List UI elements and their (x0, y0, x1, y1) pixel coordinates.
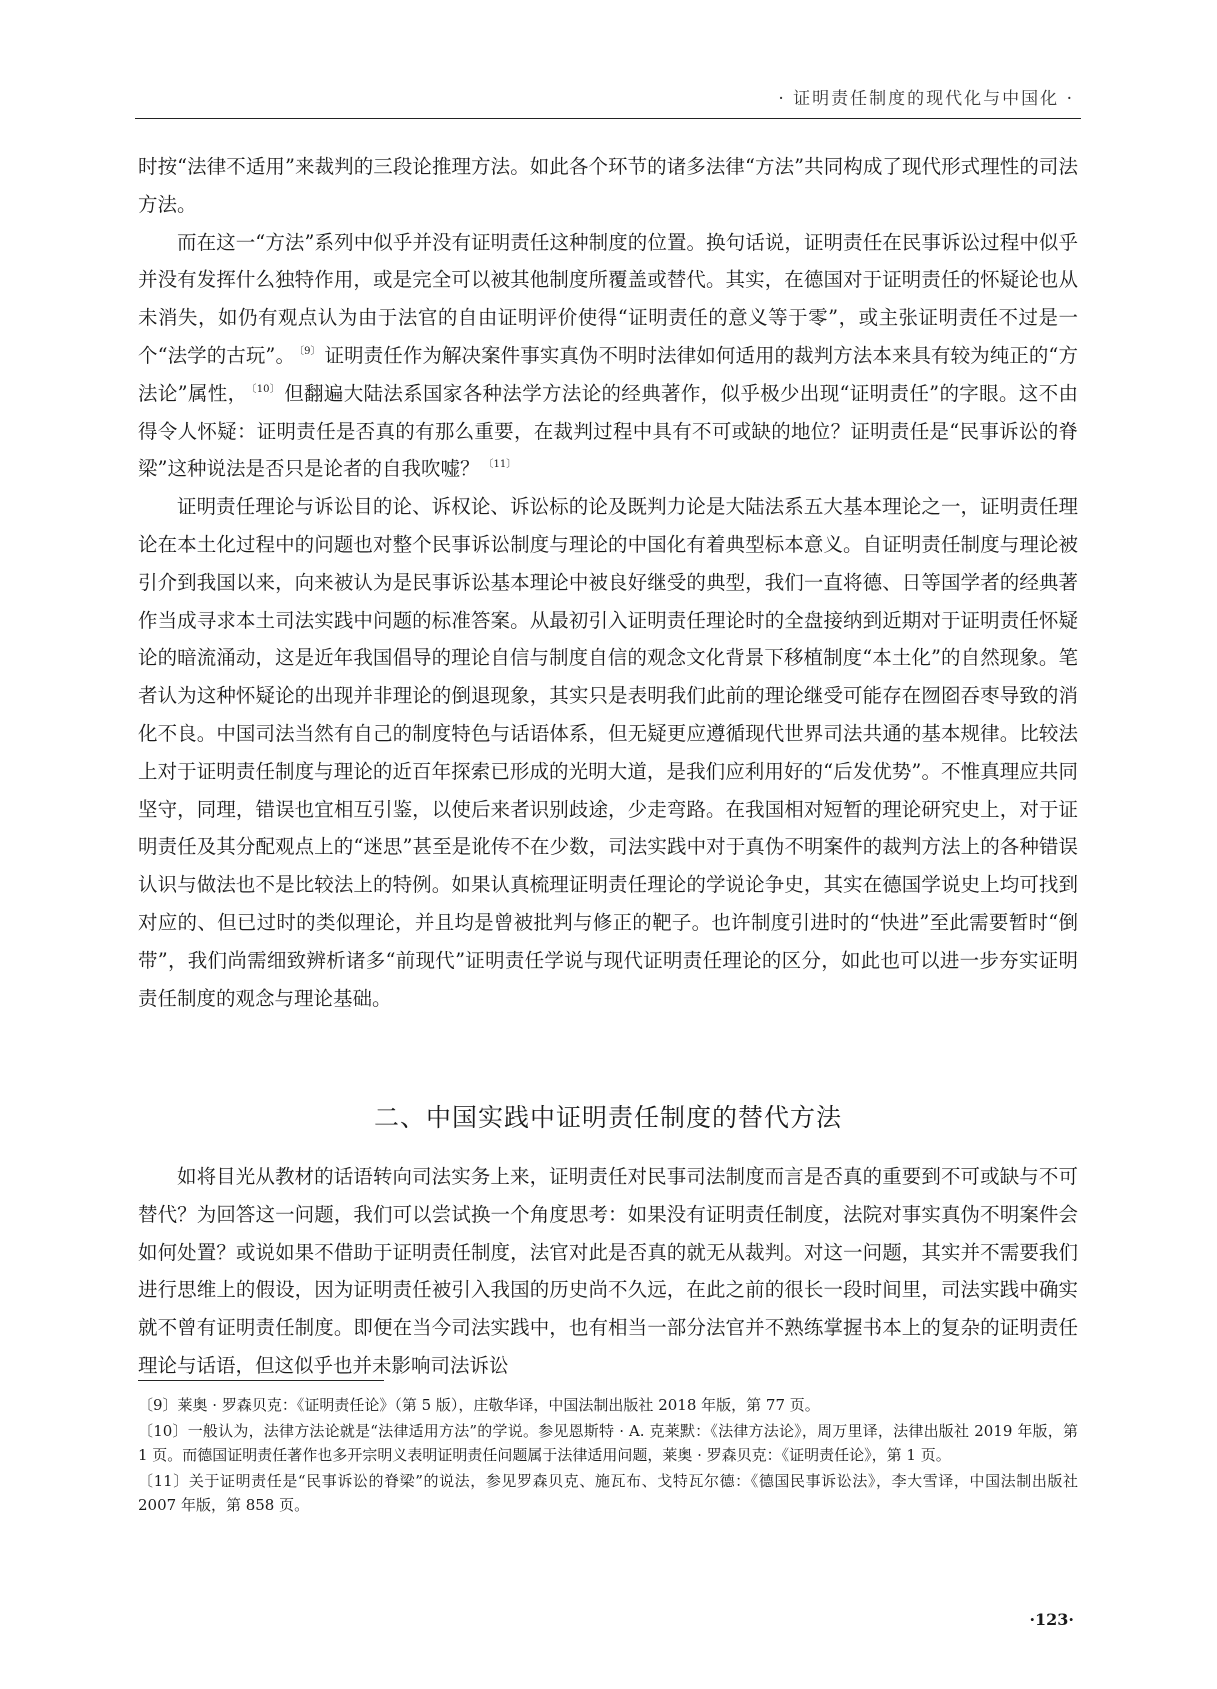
footnote-ref-11: 〔11〕 (483, 459, 517, 471)
paragraph-2-part-1: 而在这一“方法”系列中似乎并没有证明责任这种制度的位置。换句话说，证明责任在民事诉讼过程中似乎并没有发挥什么独特作用，或是完全可以被其他制度所覆盖或替代。其实，在德国对于证明责任的怀疑论也从未消失，如仍有观点认为由于法官的自由证明评价使得“证明责任的意义等于零”，或主张证明责任不过是一个“法学的古玩”。 (138, 230, 1078, 367)
footnote-11: 〔11〕关于证明责任是“民事诉讼的脊梁”的说法，参见罗森贝克、施瓦布、戈特瓦尔德：《德国民事诉讼法》，李大雪译，中国法制出版社 2007 年版，第 858 页。 (138, 1471, 1078, 1514)
section-heading: 二、中国实践中证明责任制度的替代方法 (373, 1103, 842, 1132)
footnote-ref-9: 〔9〕 (299, 345, 321, 357)
header-rule (135, 118, 1081, 119)
footnote-9: 〔9〕莱奥 · 罗森贝克：《证明责任论》（第 5 版），庄敬华译，中国法制出版社 2018 年版，第 77 页。 (138, 1396, 820, 1414)
footnote-10: 〔10〕一般认为，法律方法论就是“法律适用方法”的学说。参见恩斯特 · A. 克莱默：《法律方法论》，周万里译，法律出版社 2019 年版，第 1 页。而德国证明责任著作也多开宗明义表明证明责任问题属于法律适用问题，莱奥 · 罗森贝克：《证明责任论》，第 1 页。 (138, 1421, 1078, 1464)
paragraph-2-part-3: 但翻遍大陆法系国家各种法学方法论的经典著作，似乎极少出现“证明责任”的字眼。这不由得令人怀疑：证明责任是否真的有那么重要，在裁判过程中具有不可或缺的地位？证明责任是“民事诉讼的脊梁”这种说法是否只是论者的自我吹嘘？ (138, 381, 1078, 481)
paragraph-2 (138, 224, 1078, 489)
paragraph-2-part-2: 证明责任作为解决案件事实真伪不明时法律如何适用的裁判方法本来具有较为纯正的“方法论”属性， (138, 343, 1078, 405)
section-body-text (138, 1158, 1078, 1385)
paragraph-1: 时按“法律不适用”来裁判的三段论推理方法。如此各个环节的诸多法律“方法”共同构成了现代形式理性的司法方法。 (138, 155, 1078, 216)
section-paragraph-1: 如将目光从教材的话语转向司法实务上来，证明责任对民事司法制度而言是否真的重要到不可或缺与不可替代？为回答这一问题，我们可以尝试换一个角度思考：如果没有证明责任制度，法院对事实真伪不明案件会如何处置？或说如果不借助于证明责任制度，法官对此是否真的就无从裁判。对这一问题，其实并不需要我们进行思维上的假设，因为证明责任被引入我国的历史尚不久远，在此之前的很长一段时间里，司法实践中确实就不曾有证明责任制度。即便在当今司法实践中，也有相当一部分法官并不熟练掌握书本上的复杂的证明责任理论与话语，但这似乎也并未影响司法诉讼 (138, 1165, 1078, 1377)
paragraph-3: 证明责任理论与诉讼目的论、诉权论、诉讼标的论及既判力论是大陆法系五大基本理论之一，证明责任理论在本土化过程中的问题也对整个民事诉讼制度与理论的中国化有着典型标本意义。自证明责任制度与理论被引介到我国以来，向来被认为是民事诉讼基本理论中被良好继受的典型，我们一直将德、日等国学者的经典著作当成寻求本土司法实践中问题的标准答案。从最初引入证明责任理论时的全盘接纳到近期对于证明责任怀疑论的暗流涌动，这是近年我国倡导的理论自信与制度自信的观念文化背景下移植制度“本土化”的自然现象。笔者认为这种怀疑论的出现并非理论的倒退现象，其实只是表明我们此前的理论继受可能存在囫囵吞枣导致的消化不良。中国司法当然有自己的制度特色与话语体系，但无疑更应遵循现代世界司法共通的基本规律。比较法上对于证明责任制度与理论的近百年探索已形成的光明大道，是我们应利用好的“后发优势”。不惟真理应共同坚守，同理，错误也宜相互引鉴，以使后来者识别歧途，少走弯路。在我国相对短暂的理论研究史上，对于证明责任及其分配观点上的“迷思”甚至是讹传不在少数，司法实践中对于真伪不明案件的裁判方法上的各种错误认识与做法也不是比较法上的特例。如果认真梳理证明责任理论的学说论争史，其实在德国学说史上均可找到对应的、但已过时的类似理论，并且均是曾被批判与修正的靶子。也许制度引进时的“快进”至此需要暂时“倒带”，我们尚需细致辨析诸多“前现代”证明责任学说与现代证明责任理论的区分，如此也可以进一步夯实证明责任制度的观念与理论基础。 (138, 495, 1078, 1010)
footnotes (138, 1393, 1078, 1519)
running-head: · 证明责任制度的现代化与中国化 · (778, 89, 1074, 109)
body-text (138, 148, 1078, 1017)
page-number: ·123· (1029, 1610, 1074, 1629)
footnote-ref-10: 〔10〕 (251, 383, 281, 395)
footnote-rule (138, 1380, 384, 1381)
